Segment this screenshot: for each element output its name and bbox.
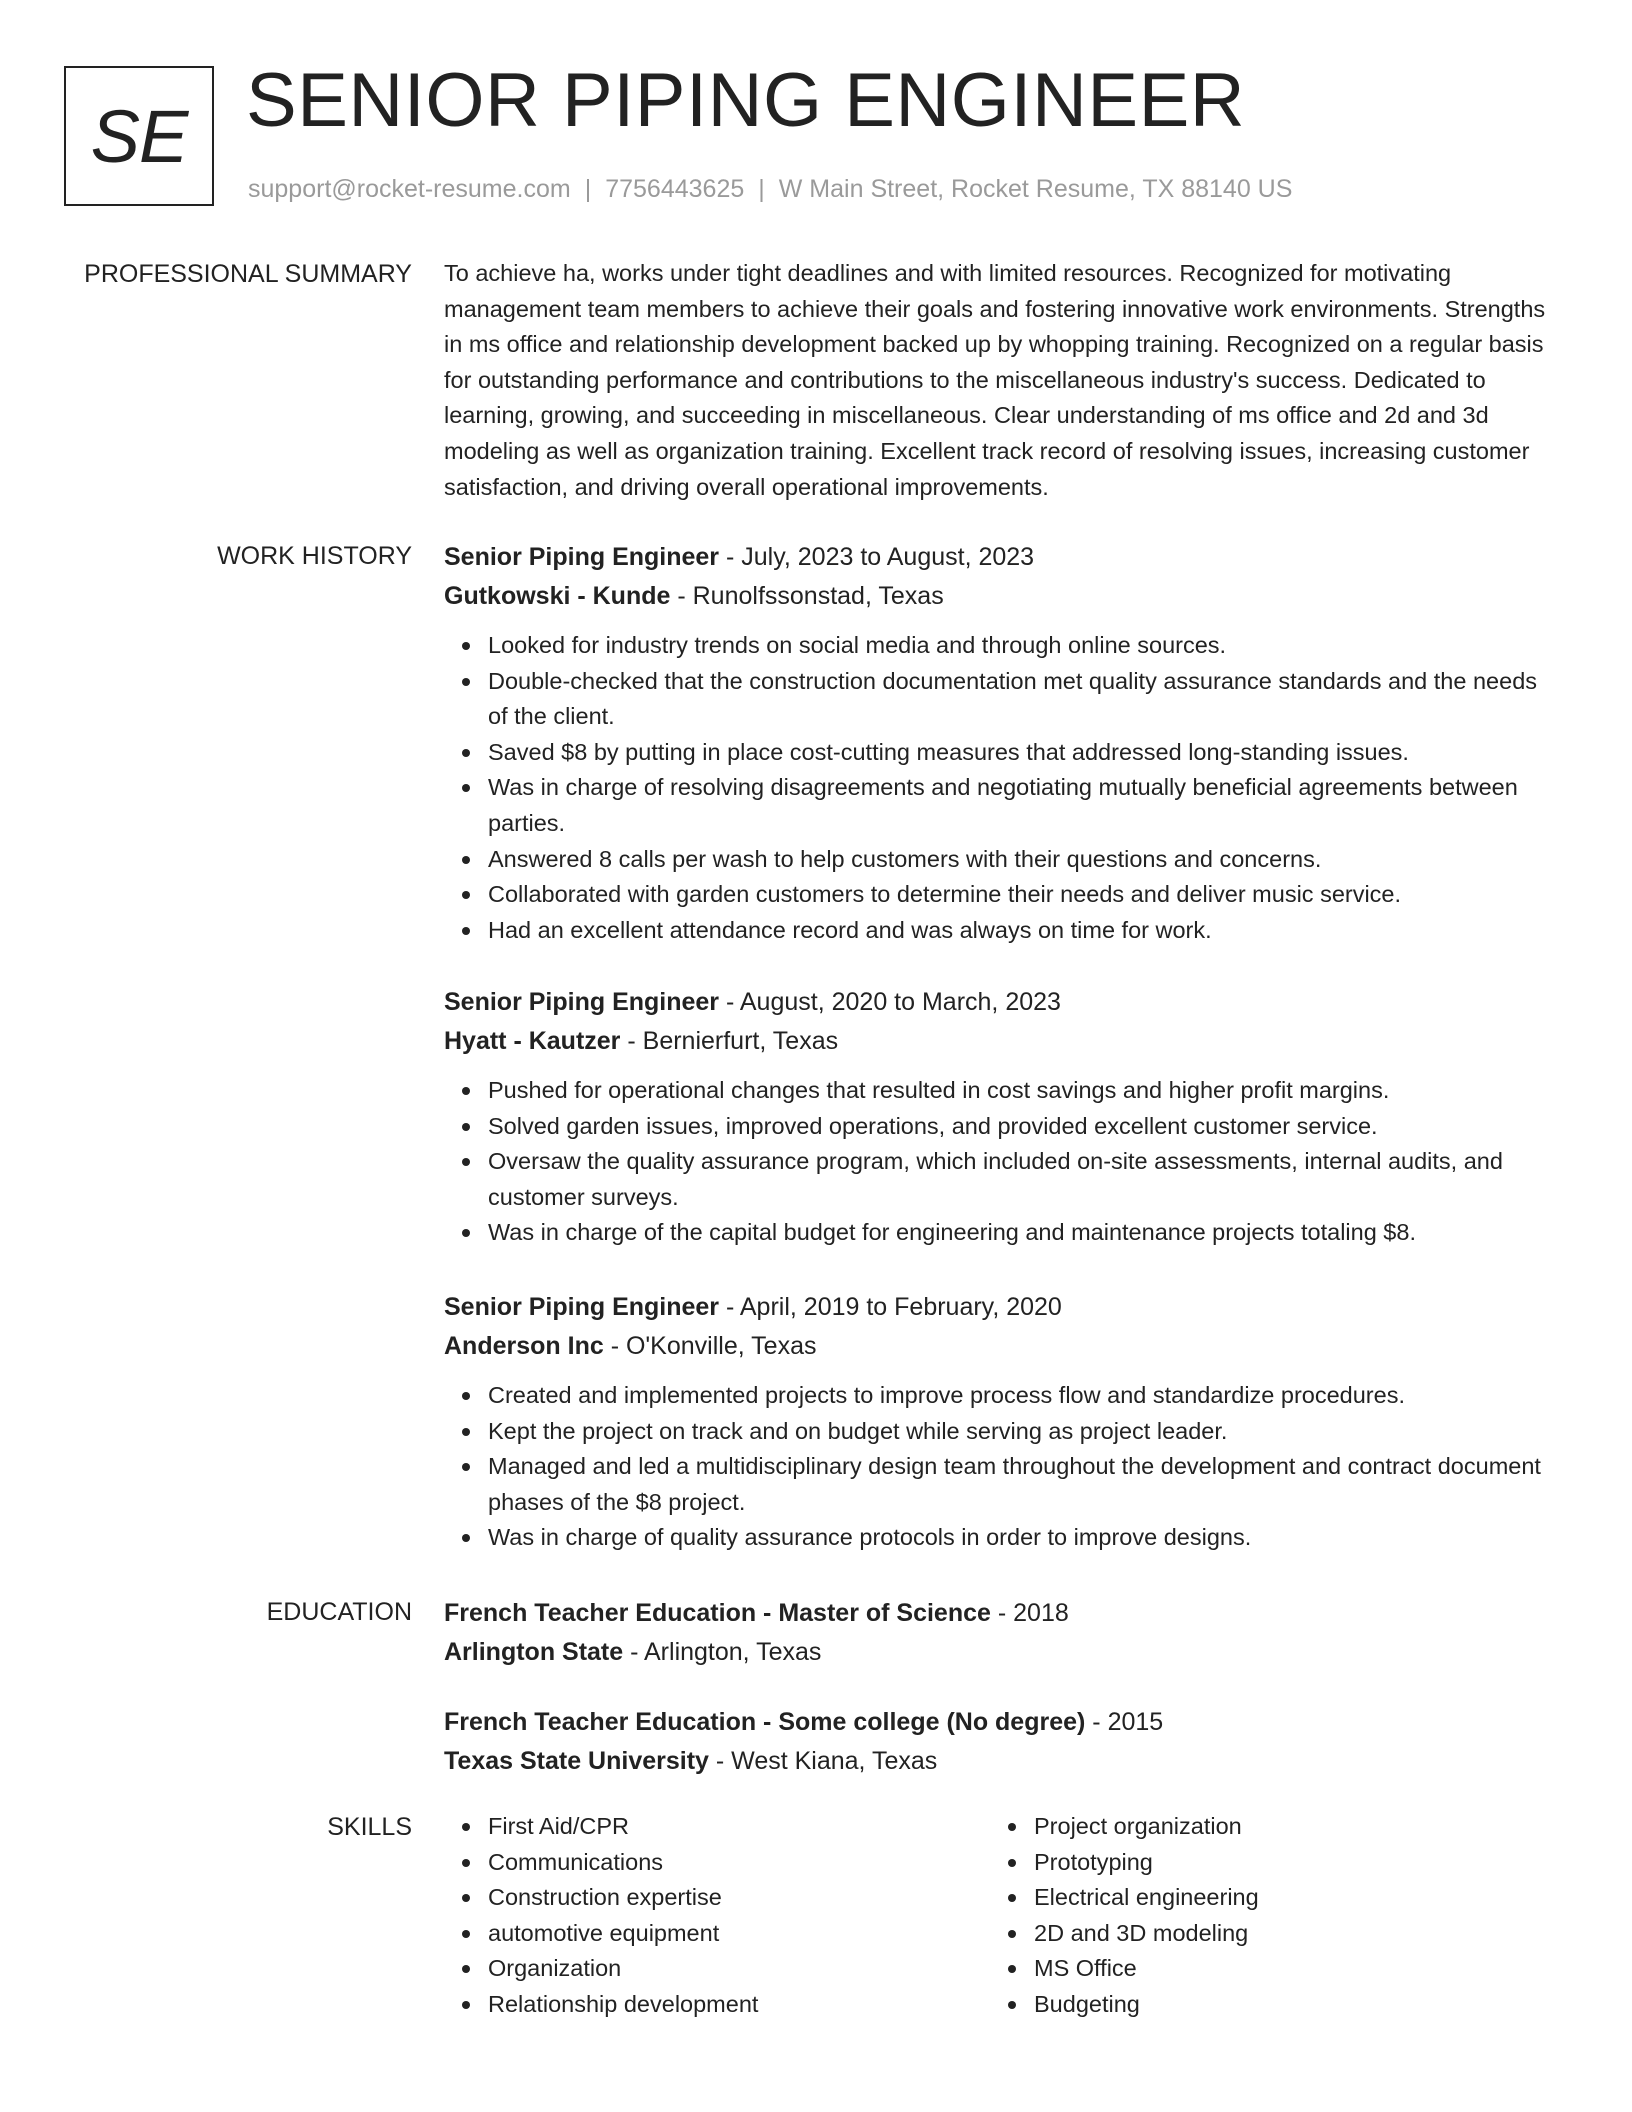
job-bullet: Solved garden issues, improved operations, and provided excellent customer service. bbox=[488, 1109, 1554, 1145]
job-bullet: Created and implemented projects to improve process flow and standardize procedures. bbox=[488, 1378, 1554, 1414]
contact-phone: 7756443625 bbox=[605, 175, 745, 203]
education-degree: French Teacher Education - Master of Science bbox=[444, 1599, 991, 1627]
skill-item: First Aid/CPR bbox=[488, 1809, 964, 1845]
summary-body bbox=[444, 256, 1554, 505]
job-bullet: Managed and led a multidisciplinary design team throughout the development and contract document phases of the $8 project. bbox=[488, 1449, 1554, 1520]
contact-email: support@rocket-resume.com bbox=[248, 175, 571, 203]
job-dates: - July, 2023 to August, 2023 bbox=[719, 543, 1035, 571]
job-bullet: Saved $8 by putting in place cost-cutting measures that addressed long-standing issues. bbox=[488, 735, 1554, 771]
education-degree-line bbox=[444, 1703, 1554, 1742]
skills-column-right bbox=[990, 1809, 1510, 2023]
section-label-summary: PROFESSIONAL SUMMARY bbox=[84, 260, 412, 288]
section-label-education: EDUCATION bbox=[266, 1598, 412, 1626]
skill-item: Communications bbox=[488, 1845, 964, 1881]
education-year: - 2015 bbox=[1085, 1708, 1164, 1736]
contact-line bbox=[248, 172, 1292, 206]
job-bullet: Was in charge of resolving disagreements and negotiating mutually beneficial agreements between parties. bbox=[488, 770, 1554, 841]
job-bullet: Double-checked that the construction documentation met quality assurance standards and the needs of the client. bbox=[488, 664, 1554, 735]
job-title: Senior Piping Engineer bbox=[444, 988, 720, 1016]
skill-item: Electrical engineering bbox=[1034, 1880, 1510, 1916]
job-dates: - April, 2019 to February, 2020 bbox=[719, 1293, 1062, 1321]
education-school: Texas State University bbox=[444, 1747, 709, 1775]
job-bullet: Was in charge of quality assurance protocols in order to improve designs. bbox=[488, 1520, 1554, 1556]
monogram-initials: SE bbox=[90, 94, 188, 178]
job-title-line bbox=[444, 1288, 1554, 1327]
monogram-box bbox=[64, 66, 214, 206]
education-location: - West Kiana, Texas bbox=[708, 1747, 938, 1775]
education-location: - Arlington, Texas bbox=[623, 1638, 822, 1666]
job-bullet: Was in charge of the capital budget for engineering and maintenance projects totaling $8. bbox=[488, 1215, 1554, 1251]
skill-item: Relationship development bbox=[488, 1987, 964, 2023]
education-entry bbox=[444, 1594, 1554, 1672]
skill-item: automotive equipment bbox=[488, 1916, 964, 1952]
job-location: - Runolfssonstad, Texas bbox=[670, 582, 944, 610]
job-bullet: Answered 8 calls per wash to help customers with their questions and concerns. bbox=[488, 842, 1554, 878]
job-title: Senior Piping Engineer bbox=[444, 543, 720, 571]
summary-text: To achieve ha, works under tight deadlines and with limited resources. Recognized for motivating management team members to achieve their goals and fostering innovative work environments. Strengths in ms office and relationship development backed up by whopping training. Recognized on a regular basis for outstanding performance and contributions to the miscellaneous industry's success. Dedicated to learning, growing, and succeeding in miscellaneous. Clear understanding of ms office and 2d and 3d modeling as well as organization training. Excellent track record of resolving issues, increasing customer satisfaction, and driving overall operational improvements. bbox=[444, 260, 1546, 500]
job-company: Hyatt - Kautzer bbox=[444, 1027, 621, 1055]
job-bullet: Kept the project on track and on budget while serving as project leader. bbox=[488, 1414, 1554, 1450]
skill-item: Construction expertise bbox=[488, 1880, 964, 1916]
education-school-line bbox=[444, 1742, 1554, 1781]
job-bullets bbox=[444, 628, 1554, 948]
skill-item: Organization bbox=[488, 1951, 964, 1987]
section-label-skills: SKILLS bbox=[327, 1813, 412, 1841]
job-bullets bbox=[444, 1073, 1554, 1251]
education-year: - 2018 bbox=[990, 1599, 1069, 1627]
contact-separator: | bbox=[584, 175, 592, 203]
job-title: Senior Piping Engineer bbox=[444, 1293, 720, 1321]
job-bullet: Oversaw the quality assurance program, which included on-site assessments, internal audits, and customer surveys. bbox=[488, 1144, 1554, 1215]
education-school: Arlington State bbox=[444, 1638, 624, 1666]
job-company: Gutkowski - Kunde bbox=[444, 582, 671, 610]
section-label-work-history: WORK HISTORY bbox=[217, 542, 412, 570]
skill-item: MS Office bbox=[1034, 1951, 1510, 1987]
job-location: - Bernierfurt, Texas bbox=[620, 1027, 839, 1055]
skills-list bbox=[990, 1809, 1510, 2023]
job-company-line bbox=[444, 1022, 1554, 1061]
skill-item: Prototyping bbox=[1034, 1845, 1510, 1881]
job-company: Anderson Inc bbox=[444, 1332, 604, 1360]
skill-item: 2D and 3D modeling bbox=[1034, 1916, 1510, 1952]
job-entry bbox=[444, 1288, 1554, 1556]
skill-item: Project organization bbox=[1034, 1809, 1510, 1845]
job-bullet: Looked for industry trends on social media and through online sources. bbox=[488, 628, 1554, 664]
job-title-line bbox=[444, 983, 1554, 1022]
job-entry bbox=[444, 538, 1554, 948]
education-degree-line bbox=[444, 1594, 1554, 1633]
job-entry bbox=[444, 983, 1554, 1251]
skill-item: Budgeting bbox=[1034, 1987, 1510, 2023]
job-bullet: Had an excellent attendance record and was always on time for work. bbox=[488, 913, 1554, 949]
job-title-line bbox=[444, 538, 1554, 577]
education-degree: French Teacher Education - Some college (No degree) bbox=[444, 1708, 1086, 1736]
resume-title: SENIOR PIPING ENGINEER bbox=[246, 58, 1246, 143]
education-entry bbox=[444, 1703, 1554, 1781]
skills-list bbox=[444, 1809, 964, 2023]
skills-column-left bbox=[444, 1809, 964, 2023]
job-bullet: Collaborated with garden customers to determine their needs and deliver music service. bbox=[488, 877, 1554, 913]
job-location: - O'Konville, Texas bbox=[603, 1332, 817, 1360]
job-bullet: Pushed for operational changes that resulted in cost savings and higher profit margins. bbox=[488, 1073, 1554, 1109]
education-school-line bbox=[444, 1633, 1554, 1672]
job-company-line bbox=[444, 1327, 1554, 1366]
contact-address: W Main Street, Rocket Resume, TX 88140 US bbox=[778, 175, 1293, 203]
contact-separator: | bbox=[758, 175, 765, 203]
job-bullets bbox=[444, 1378, 1554, 1556]
job-dates: - August, 2020 to March, 2023 bbox=[719, 988, 1061, 1016]
job-company-line bbox=[444, 577, 1554, 616]
